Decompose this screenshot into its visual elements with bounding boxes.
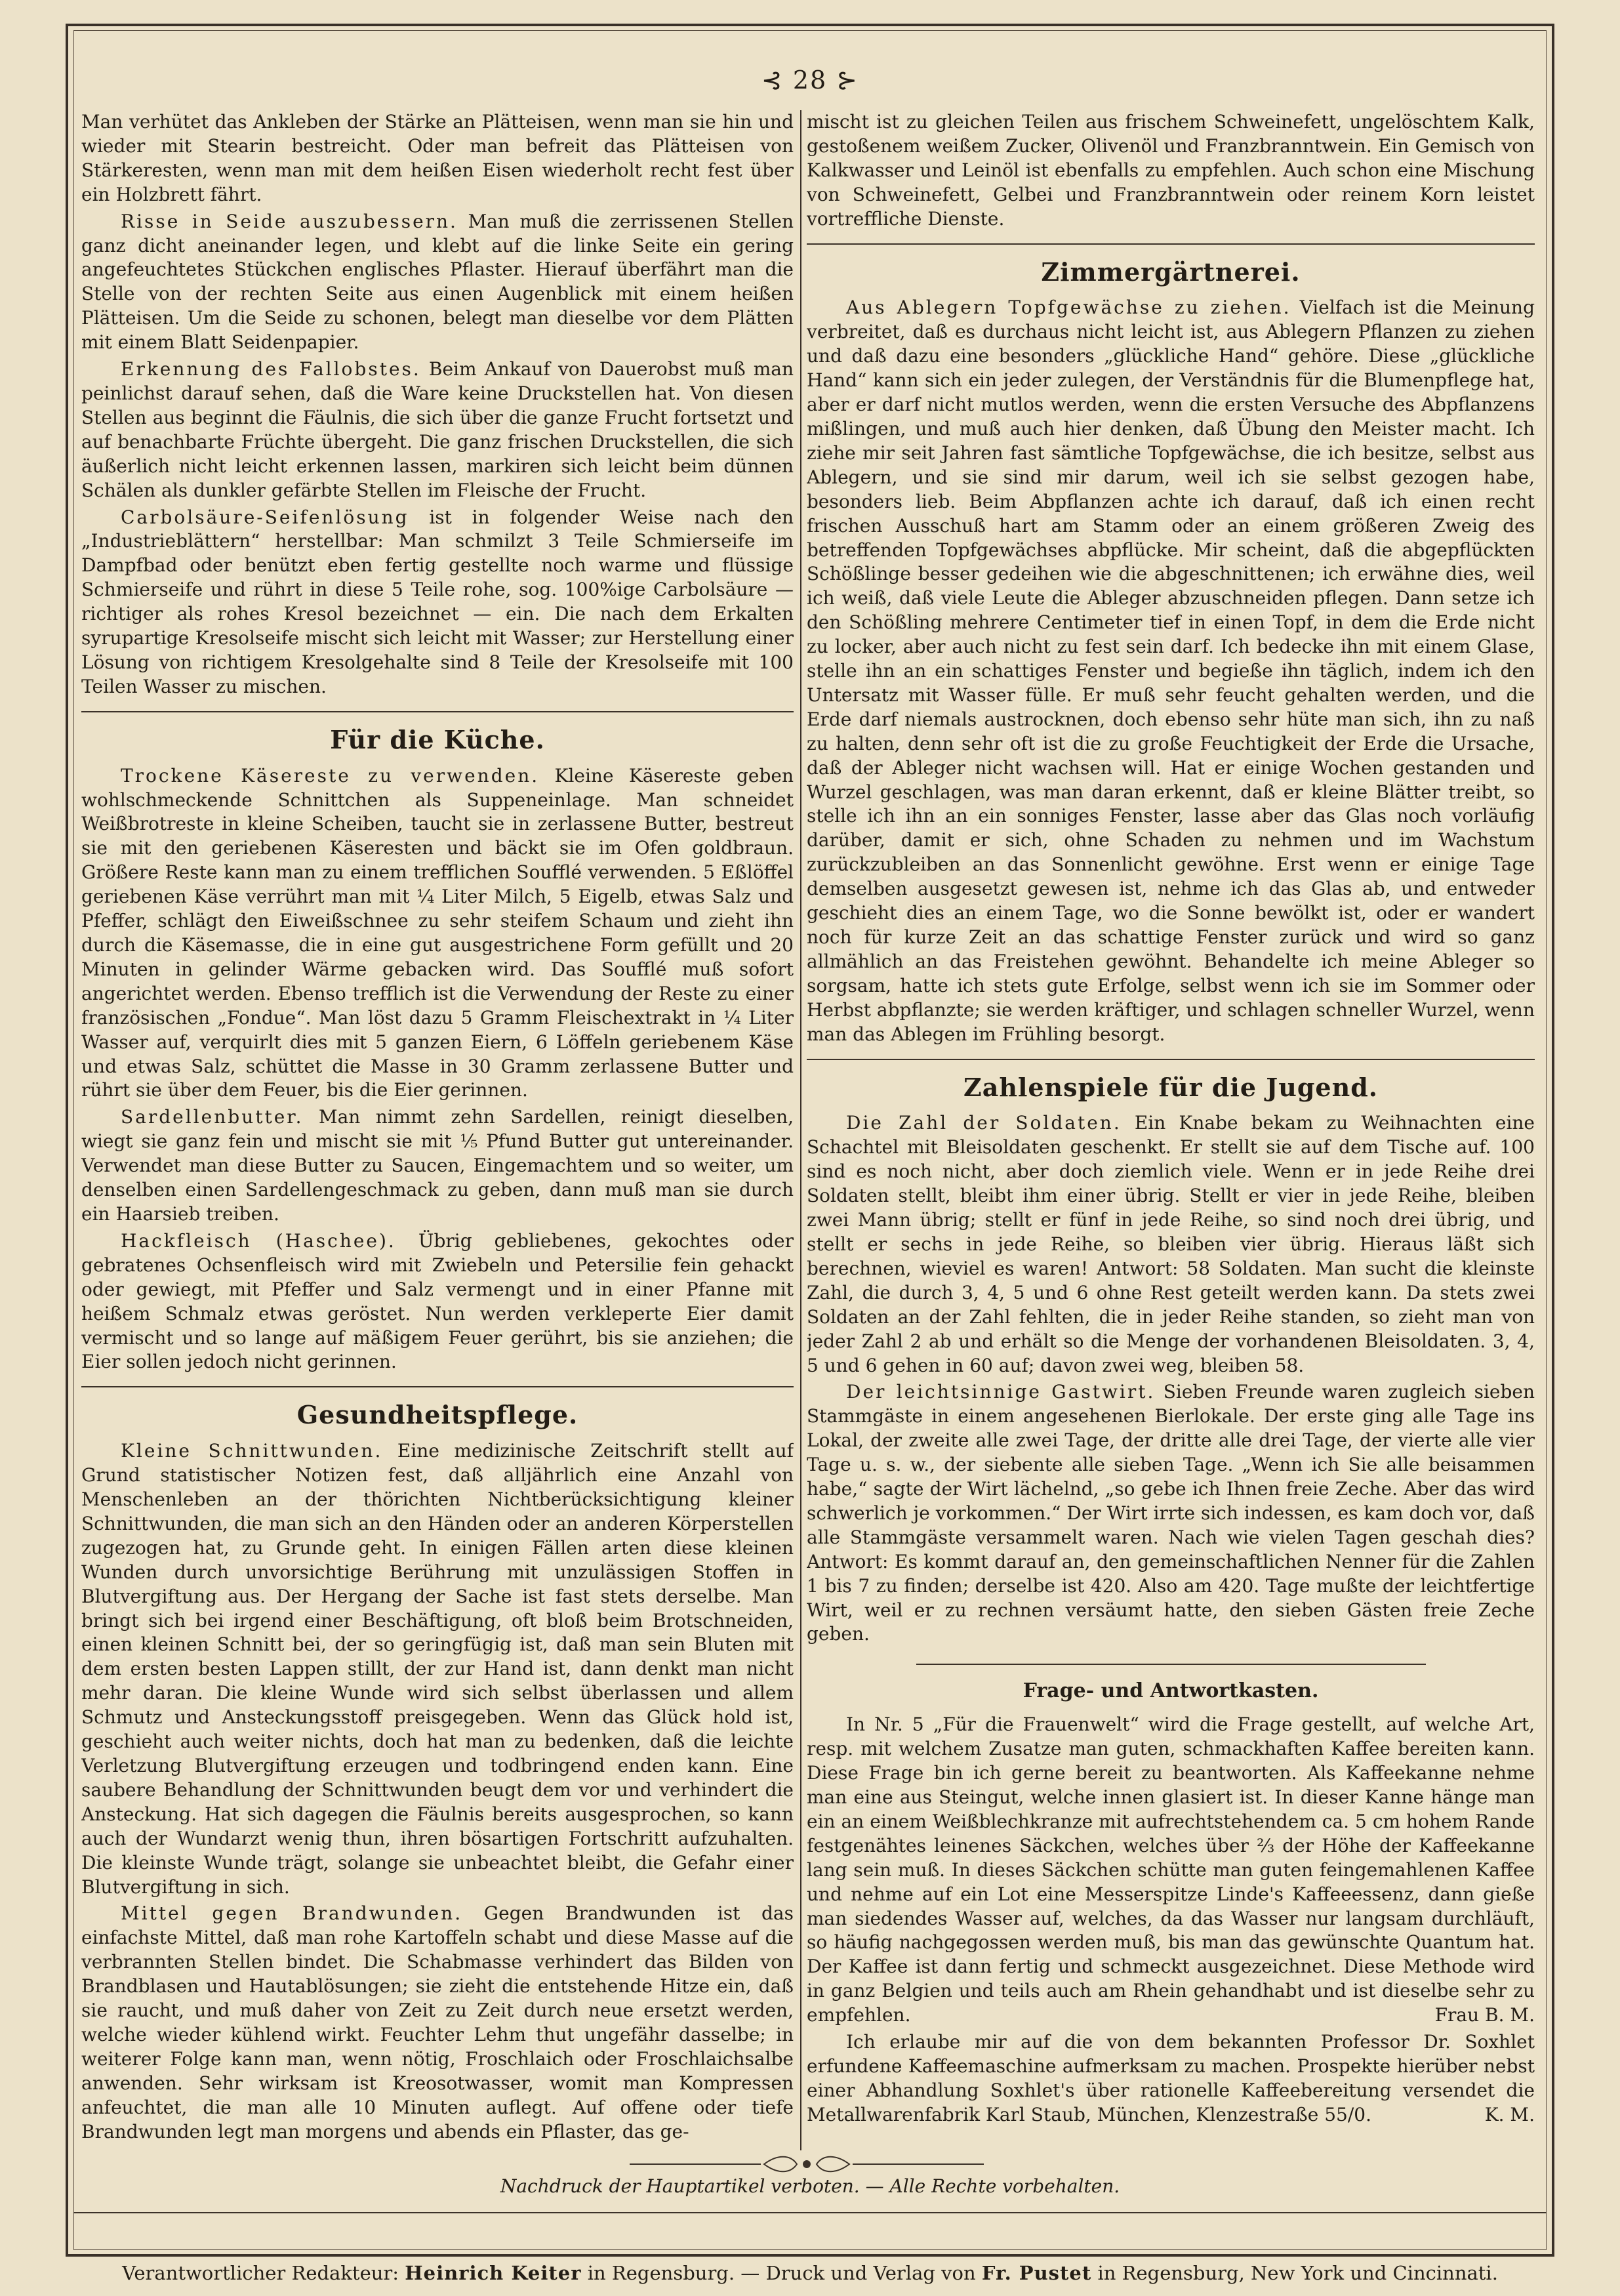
paragraph: [81, 110, 794, 207]
paragraph-lead: Trockene Käsereste zu verwenden.: [121, 764, 540, 787]
paragraph-text: Vielfach ist die Meinung verbreitet, daß es durchaus nicht leicht ist, aus Ablegern Pflanzen zu ziehen und daß dazu eine besonders „glückliche Hand“ gehöre. Diese „glückliche Hand“ kann sich ein jeder zulegen, der Verständnis für die Blumenpflege hat, aber er darf nicht mutlos werden, wenn die ersten Versuche des Abpflanzens mißlingen, und muß auch hier denken, daß Übung den Meister macht. Ich ziehe mir seit Jahren fast sämtliche Topfgewächse, die ich besitze, selbst aus Ablegern, und sie sind mir darum, weil ich sie selbst gezogen habe, besonders lieb. Beim Abpflanzen achte ich darauf, daß ich einen recht frischen Ausschuß hart am Stamm oder an einem größeren Zweig des betreffenden Topfgewächses abpflücke. Mir scheint, daß die abgepflückten Schößlinge besser gedeihen wie die abgeschnittenen; ich erwähne dies, weil ich weiß, daß viele Leute die Ableger abzuschneiden pflegen. Dann setze ich den Schößling mehrere Centimeter tief in einen Topf, in dem die Erde nicht zu locker, aber auch nicht zu fest sein darf. Ich bedecke ihn mit einem Glase, stelle ihn an ein schattiges Fenster und begieße ihn täglich, indem ich den Untersatz mit Wasser fülle. Er muß sehr feucht gehalten werden, und die Erde darf niemals austrocknen, doch ebenso sehr hüte man sich, ihn zu naß zu halten, denn sehr oft ist die zu große Feuchtigkeit der Erde die Ursache, daß der Ableger nicht wachsen will. Hat er einige Wochen gestanden und Wurzel geschlagen, was man daran erkennt, daß er kleine Blätter treibt, so stelle ich ihn an ein sonniges Fenster, lasse aber das Glas noch vorläufig darüber, damit er sich, ohne Schaden zu nehmen und im Wachstum zurückzubleiben an das Sonnenlicht gewöhne. Erst wenn er einige Tage demselben ausgesetzt gewesen ist, nehme ich das Glas ab, und entweder geschieht dies an einem Tage, wo die Sonne bewölkt ist, oder er wandert noch für kurze Zeit an das schattige Fenster zurück und wird so ganz allmählich an das Freistehen gewöhnt. Behandelte ich meine Ableger so sorgsam, hatte ich stets gute Erfolge, selbst wenn ich sie im Sommer oder Herbst abpflanzte; sie werden kräftiger, und schlagen schneller Wurzel, wenn man das Ablegen im Frühling besorgt.: [807, 297, 1535, 1045]
section-heading-qa: Frage- und Antwortkasten.: [1023, 1679, 1319, 1703]
section-rule: [916, 1664, 1426, 1665]
paragraph-lead: Risse in Seide auszubessern.: [121, 210, 458, 232]
paragraph-text: Eine medizinische Zeitschrift stellt auf Grund statistischer Notizen fest, daß alljährlich eine Anzahl von Menschenleben an der thörichten Nichtberücksichtigung kleiner Schnittwunden, die man sich an den Händen oder an anderen Körperstellen zugezogen hat, zu Grunde geht. In einigen Fällen arten diese kleinen Wunden durch unvorsichtige Berührung mit unzulässigen Stoffen in Blutvergiftung aus. Der Hergang der Sache ist fast stets derselbe. Man bringt sich bei irgend einer Beschäftigung, oft bloß beim Brotschneiden, einen kleinen Schnitt bei, der so geringfügig ist, daß man sein Bluten mit dem ersten besten Lappen stillt, der zur Hand ist, dann denkt man nicht mehr daran. Die kleine Wunde wird sich selbst überlassen und allem Schmutz und Ansteckungsstoff preisgegeben. Wenn das Glück hold ist, geschieht auch weiter nichts, doch hat man zu bedenken, daß die leichte Verletzung Blutvergiftung erzeugen und todbringend enden kann. Eine saubere Behandlung der Schnittwunden beugt dem vor und verhindert die Ansteckung. Hat sich dagegen die Fäulnis bereits ausgesprochen, so kann auch der Wundarzt wenig thun, ihren bösartigen Fortschritt aufzuhalten. Die kleinste Wunde trägt, solange sie unbeachtet bleibt, die Gefahr einer Blutvergiftung in sich.: [81, 1440, 794, 1898]
paragraph: [81, 506, 794, 699]
paragraph-text: mischt ist zu gleichen Teilen aus frischem Schweinefett, ungelöschtem Kalk, gestoßenem weißem Zucker, Olivenöl und Franzbranntwein. Ein Gemisch von Kalkwasser und Leinöl ist ebenfalls zu empfehlen. Auch schon eine Mischung von Schweinefett, Gelbei und Franzbranntwein oder reinem Korn leistet vortreffliche Dienste.: [807, 111, 1535, 230]
paragraph: [81, 1105, 794, 1227]
paragraph-text: Kleine Käsereste geben wohlschmeckende Schnittchen als Suppeneinlage. Man schneidet Weißbrotreste in kleine Scheiben, taucht sie in zerlassene Butter, bestreut sie mit den geriebenen Käseresten und bäckt sie im Ofen goldbraun. Größere Reste kann man zu einem trefflichen Soufflé verwenden. 5 Eßlöffel geriebenen Käse verrührt man mit ¼ Liter Milch, 5 Eigelb, etwas Salz und Pfeffer, schlägt den Eiweißschnee zu sehr steifem Schaum und zieht ihn durch die Käsemasse, die in eine gut ausgestrichene Form gefüllt und 20 Minuten in gelinder Wärme gebacken wird. Das Soufflé muß sofort angerichtet werden. Ebenso trefflich ist die Verwendung der Reste zu einer französischen „Fondue“. Man löst dazu 5 Gramm Fleischextrakt in ¼ Liter Wasser auf, verquirlt dies mit 5 ganzen Eiern, 6 Löffeln geriebenem Käse und etwas Salz, schüttet die Masse in 30 Gramm zerlassene Butter und rührt sie über dem Feuer, bis die Eier gerinnen.: [81, 764, 794, 1101]
paragraph: [807, 1380, 1535, 1647]
paragraph: [807, 2030, 1535, 2127]
page-number: ⊰ 28 ⊱: [761, 66, 859, 94]
right-column: [807, 110, 1535, 2150]
paragraph-text: Gegen Brandwunden ist das einfachste Mittel, daß man rohe Kartoffeln schabt und diese Masse auf die verbrannten Stellen bindet. Die Schabmasse verhindert das Bilden von Brandblasen und Hautablösungen; sie zieht die entstehende Hitze ein, daß sie raucht, und muß daher von Zeit zu Zeit durch neue ersetzt werden, welche wieder kühlend wirkt. Feuchter Lehm thut ungefähr dasselbe; in weiterer Folge kann man, wenn nötig, Froschlaich oder Froschlaichsalbe anwenden. Sehr wirksam ist Kreosotwasser, womit man Kompressen anfeuchtet, die man alle 10 Minuten auflegt. Auf offene oder tiefe Brandwunden legt man morgens und abends ein Pflaster, das ge-: [81, 1902, 794, 2142]
section-heading-numbers: Zahlenspiele für die Jugend.: [963, 1072, 1379, 1102]
imprint-mid: in Regensburg. — Druck und Verlag von: [581, 2262, 982, 2284]
footer-ornament-icon: [630, 2154, 984, 2174]
paragraph-text: Beim Ankauf von Dauerobst muß man peinlichst darauf sehen, daß die Ware keine Druckstellen hat. Von diesen Stellen aus beginnt die Fäulnis, die sich über die ganze Frucht fortsetzt und auf benachbarte Früchte übergeht. Die ganz frischen Druckstellen, die sich äußerlich nicht leicht erkennen lassen, markiren sich leicht beim dünnen Schälen als dunkler gefärbte Stellen im Fleische der Frucht.: [81, 358, 794, 501]
paragraph-lead: Hackfleisch (Haschee).: [121, 1229, 396, 1252]
paragraph-lead: Die Zahl der Soldaten.: [846, 1112, 1122, 1134]
section-rule: [807, 243, 1535, 245]
paragraph: [81, 1439, 794, 1899]
paragraph: [81, 1902, 794, 2144]
section-rule: [81, 711, 794, 712]
signature: K. M.: [1484, 2103, 1535, 2125]
section-rule: [807, 1059, 1535, 1060]
paragraph: [807, 1111, 1535, 1378]
paragraph-text: Man muß die zerrissenen Stellen ganz dicht aneinander legen, und klebt auf die linke Seite ein gering angefeuchtetes Stückchen englisches Pflaster. Hierauf überfährt man die Stelle von der rechten Seite aus einen Augenblick mit einem heißen Plätteisen. Um die Seide zu schonen, belegt man dieselbe vor dem Plätten mit einem Blatt Seidenpapier.: [81, 210, 794, 354]
section-heading-health: Gesundheitspflege.: [296, 1400, 578, 1430]
imprint-publisher: Fr. Pustet: [981, 2262, 1092, 2284]
paragraph-text: ist in folgender Weise nach den „Industrieblättern“ herstellbar: Man schmilzt 3 Teile Schmierseife im Dampfbad oder benützt eben fertig gestellte noch warme und flüssige Schmierseife und rührt in diese 5 Teile rohe, sog. 100%ige Carbolsäure — richtiger als rohes Kresol bezeichnet — ein. Die nach dem Erkalten syrupartige Kresolseife mischt sich leicht mit Wasser; zur Herstellung einer Lösung von richtigem Kresolgehalte sind 8 Teile der Kresolseife mit 100 Teilen Wasser zu mischen.: [81, 506, 794, 697]
section-rule: [81, 1386, 794, 1387]
paragraph-text: Sieben Freunde waren zugleich sieben Stammgäste in einem angesehenen Bierlokale. Der erste ging alle Tage ins Lokal, der zweite alle zwei Tage, der dritte alle drei Tage, der vierte alle vier Tage u. s. w., der siebente alle sieben Tage. „Wenn ich Sie alle beisammen habe,“ sagte der Wirt lächelnd, „so gebe ich Ihnen freie Zeche. Aber das wird schwerlich je vorkommen.“ Der Wirt irrte sich indessen, es kam doch vor, daß alle Stammgäste versammelt waren. Nach wie vielen Tagen geschah dies? Antwort: Es kommt darauf an, den gemeinschaftlichen Nenner für die Zahlen 1 bis 7 zu finden; derselbe ist 420. Also am 420. Tage mußte der leichtfertige Wirt, weil er zu rechnen versäumt hatte, den sieben Gästen freie Zeche geben.: [807, 1381, 1535, 1645]
paragraph-lead: Sardellenbutter.: [121, 1106, 304, 1128]
signature: Frau B. M.: [1434, 2004, 1535, 2026]
ornament-left: ⊰: [761, 66, 793, 94]
paragraph-lead: Erkennung des Fallobstes.: [121, 358, 421, 380]
imprint-editor: Heinrich Keiter: [405, 2262, 582, 2284]
paragraph: [807, 110, 1535, 232]
paragraph-text: Ich erlaube mir auf die von dem bekannten Professor Dr. Soxhlet erfundene Kaffeemaschine aufmerksam zu machen. Prospekte hierüber nebst einer Abhandlung Soxhlet's über rationelle Kaffeebereitung versendet die Metallwarenfabrik Karl Staub, München, Klenzestraße 55/0.: [807, 2031, 1535, 2125]
imprint-prefix: Verantwortlicher Redakteur:: [122, 2262, 405, 2284]
paragraph-lead: Mittel gegen Brandwunden.: [121, 1902, 463, 1925]
paragraph-text: Übrig gebliebenes, gekochtes oder gebratenes Ochsenfleisch wird mit Zwiebeln und Petersilie fein gehackt oder gewiegt, mit Pfeffer und Salz vermengt und in einer Pfanne mit heißem Schmalz etwas geröstet. Nun werden verkleperte Eier damit vermischt und so lange auf mäßigem Feuer gerührt, bis sie anziehen; die Eier sollen jedoch nicht gerinnen.: [81, 1229, 794, 1373]
left-column: [81, 110, 794, 2150]
paragraph-text: Man verhütet das Ankleben der Stärke an Plätteisen, wenn man sie hin und wieder mit Stearin bestreicht. Oder man befreit das Plätteisen von Stärkeresten, wenn man mit dem heißen Eisen wiederholt recht fest über ein Holzbrett fährt.: [81, 111, 794, 205]
imprint-line: [0, 2262, 1620, 2284]
imprint-suffix: in Regensburg, New York und Cincinnati.: [1091, 2262, 1498, 2284]
paragraph: [81, 358, 794, 502]
paragraph: [81, 210, 794, 355]
paragraph-lead: Carbolsäure-Seifenlösung: [121, 506, 409, 528]
paragraph: [81, 1229, 794, 1374]
footer-rule: [73, 2212, 1547, 2213]
paragraph-text: In Nr. 5 „Für die Frauenwelt“ wird die Frage gestellt, auf welche Art, resp. mit welchem Zusatze man guten, schmackhaften Kaffee bereiten kann. Diese Frage bin ich gerne bereit zu beantworten. Als Kaffeekanne nehme man eine aus Steingut, welche innen glasiert ist. In dieser Kanne hänge man ein an einem Weißblechkranze mit aufrechtstehendem ca. 5 cm hohem Rande festgenähtes leinenes Säckchen, welches über ⅔ der Höhe der Kaffeekanne lang sein muß. In dieses Säckchen schütte man guten feingemahlenen Kaffee und nehme auf ein Lot eine Messerspitze Linde's Kaffeeessenz, dann gieße man siedendes Wasser auf, welches, da das Wasser nur langsam durchläuft, so häufig nachgegossen werden muß, bis man das gewünschte Quantum hat. Der Kaffee ist dann fertig und schmeckt ausgezeichnet. Diese Methode wird in ganz Belgien und teils auch am Rhein gehandhabt und ist dieselbe sehr zu empfehlen.: [807, 1713, 1535, 2026]
paragraph: [807, 1713, 1535, 2028]
paragraph: [81, 764, 794, 1103]
section-heading-garden: Zimmergärtnerei.: [1041, 256, 1301, 287]
paragraph: [807, 296, 1535, 1046]
paragraph-lead: Aus Ablegern Topfgewächse zu ziehen.: [846, 297, 1291, 319]
ornament-right: ⊱: [827, 66, 859, 94]
paragraph-lead: Der leichtsinnige Gastwirt.: [846, 1381, 1156, 1403]
paragraph-lead: Kleine Schnittwunden.: [121, 1440, 383, 1462]
column-divider: [800, 110, 801, 2150]
section-heading-kitchen: Für die Küche.: [330, 724, 545, 754]
reprint-notice: Nachdruck der Hauptartikel verboten. — Alle Rechte vorbehalten.: [500, 2175, 1120, 2197]
paragraph-text: Ein Knabe bekam zu Weihnachten eine Schachtel mit Bleisoldaten geschenkt. Er stellt sie auf dem Tische auf. 100 sind es noch nicht, aber doch ziemlich viele. Wenn er in jede Reihe drei Soldaten stellt, bleibt ihm einer übrig. Stellt er vier in jede Reihe, bleiben zwei Mann übrig; stellt er fünf in jede Reihe, so sind noch drei übrig, und stellt er sechs in jede Reihe, so bleiben vier übrig. Hieraus läßt sich berechnen, wieviel es waren! Antwort: 58 Soldaten. Man sucht die kleinste Zahl, die durch 3, 4, 5 und 6 ohne Rest geteilt werden kann. Da stets zwei Soldaten an der Zahl fehlten, die in jeder Reihe standen, so zieht man von jeder Zahl 2 ab und erhält so die Menge der vorhandenen Bleisoldaten. 3, 4, 5 und 6 gehen in 60 auf; davon zwei weg, bleiben 58.: [807, 1112, 1535, 1376]
paragraph-text: Man nimmt zehn Sardellen, reinigt dieselben, wiegt sie ganz fein und mischt sie mit ⅕ Pfund Butter gut untereinander. Verwendet man diese Butter zu Saucen, Eingemachtem und so weiter, um denselben einen Sardellengeschmack zu geben, dann muß man sie durch ein Haarsieb treiben.: [81, 1106, 794, 1225]
